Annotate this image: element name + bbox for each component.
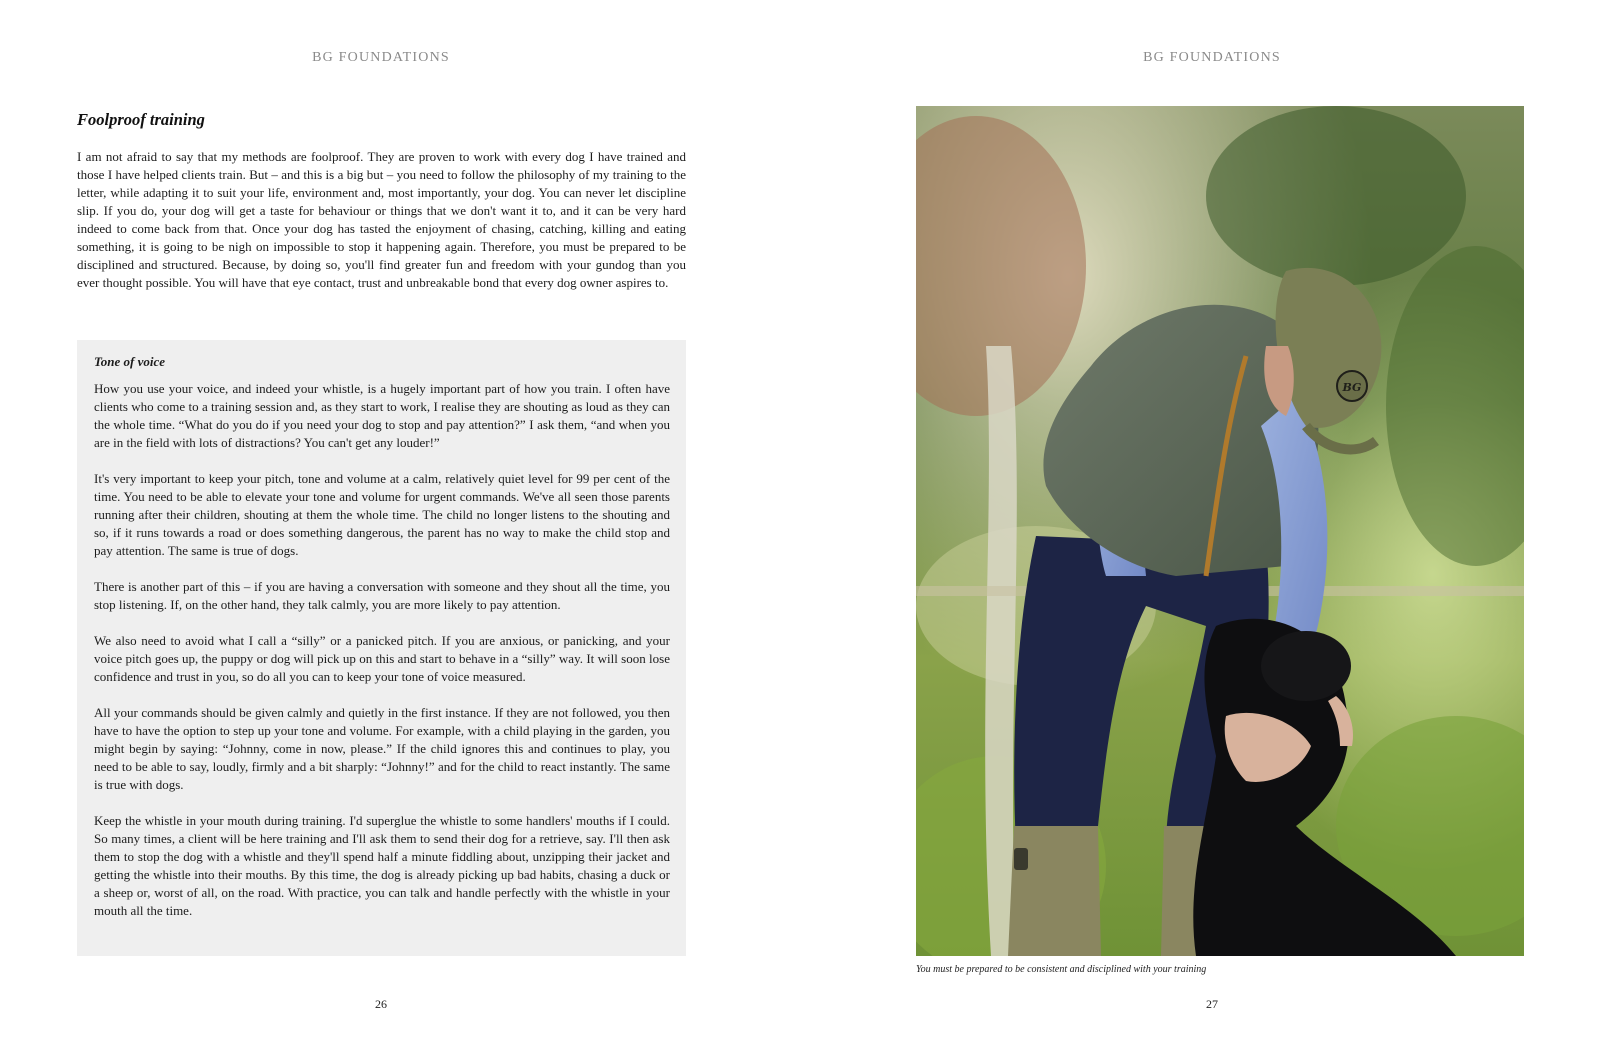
photo-caption: You must be prepared to be consistent and disciplined with your training <box>916 964 1207 975</box>
sidebar-paragraph: All your commands should be given calmly and quietly in the first instance. If they are not followed, you then have to have the option to step up your tone and volume. For example, with a child playing in the garden, you might begin by saying: “Johnny, come in now, please.” If the child ignores this and continues to play, you need to be able to say, loudly, firmly and a bit sharply: “Johnny!” and for the child to react instantly. The same is true with dogs. <box>94 705 670 792</box>
sidebar-paragraph: There is another part of this – if you are having a conversation with someone and they shout all the time, you stop listening. If, on the other hand, they talk calmly, you are more likely to pay attention. <box>94 579 670 612</box>
sidebar-box <box>77 340 686 956</box>
right-page <box>800 0 1600 1061</box>
sidebar-paragraph: It's very important to keep your pitch, tone and volume at a calm, relatively quiet level for 99 per cent of the time. You need to be able to elevate your tone and volume for urgent commands. We've all seen those parents running after their children, shouting at them the whole time. The child no longer listens to the shouting and so, if it runs towards a road or does something dangerous, the parent has no way to make the child stop and pay attention. The same is true of dogs. <box>94 471 670 558</box>
sidebar-paragraph: Keep the whistle in your mouth during training. I'd superglue the whistle to some handlers' mouths if I could. So many times, a client will be here training and I'll ask them to send their dog for a retrieve, say. I'll then ask them to stop the dog with a whistle and they'll spend half a minute fiddling about, unzipping their jacket and getting the whistle into their mouths. By this time, the dog is already picking up bad habits, chasing a duck or a sheep or, worst of all, on the road. With practice, you can talk and handle perfectly with the whistle in your mouth all the time. <box>94 813 670 918</box>
cap-logo: BG <box>1342 381 1362 394</box>
sidebar-heading: Tone of voice <box>94 354 165 369</box>
page-number: 26 <box>375 997 387 1011</box>
trainer-with-dog-photo <box>916 106 1524 956</box>
sidebar-paragraph: How you use your voice, and indeed your whistle, is a hugely important part of how you train. I often have clients who come to a training session and, as they start to work, I realise they are shouting as loud as they can the whole time. “What do you do if you need your dog to stop and pay attention?” I ask them, “and when you are in the field with lots of distractions? You can't get any louder!” <box>94 381 670 450</box>
page-number: 27 <box>1206 997 1218 1011</box>
section-heading: Foolproof training <box>77 110 205 129</box>
sidebar-body <box>94 380 670 938</box>
sidebar-paragraph: We also need to avoid what I call a “silly” or a panicked pitch. If you are anxious, or panicking, and your voice pitch goes up, the puppy or dog will pick up on this and start to behave in a “silly” way. It will soon lose confidence and trust in you, so do all you can to keep your tone of voice measured. <box>94 633 670 684</box>
running-head: BG FOUNDATIONS <box>1143 50 1281 65</box>
intro-paragraph: I am not afraid to say that my methods are foolproof. They are proven to work with every dog I have trained and those I have helped clients train. But – and this is a big but – you need to follow the philosophy of my training to the letter, while adapting it to suit your life, environment and, most importantly, your dog. You can never let discipline slip. If you do, your dog will get a taste for behaviour or things that we don't want it to, and it can be very hard indeed to come back from that. Once your dog has tasted the enjoyment of chasing, catching, killing and eating something, it is going to be nigh on impossible to stop it happening again. Therefore, you must be prepared to be disciplined and structured. Because, by doing so, you'll find greater fun and freedom with your gundog than you ever thought possible. You will have that eye contact, trust and unbreakable bond that every dog owner aspires to. <box>77 149 686 290</box>
running-head: BG FOUNDATIONS <box>312 50 450 65</box>
